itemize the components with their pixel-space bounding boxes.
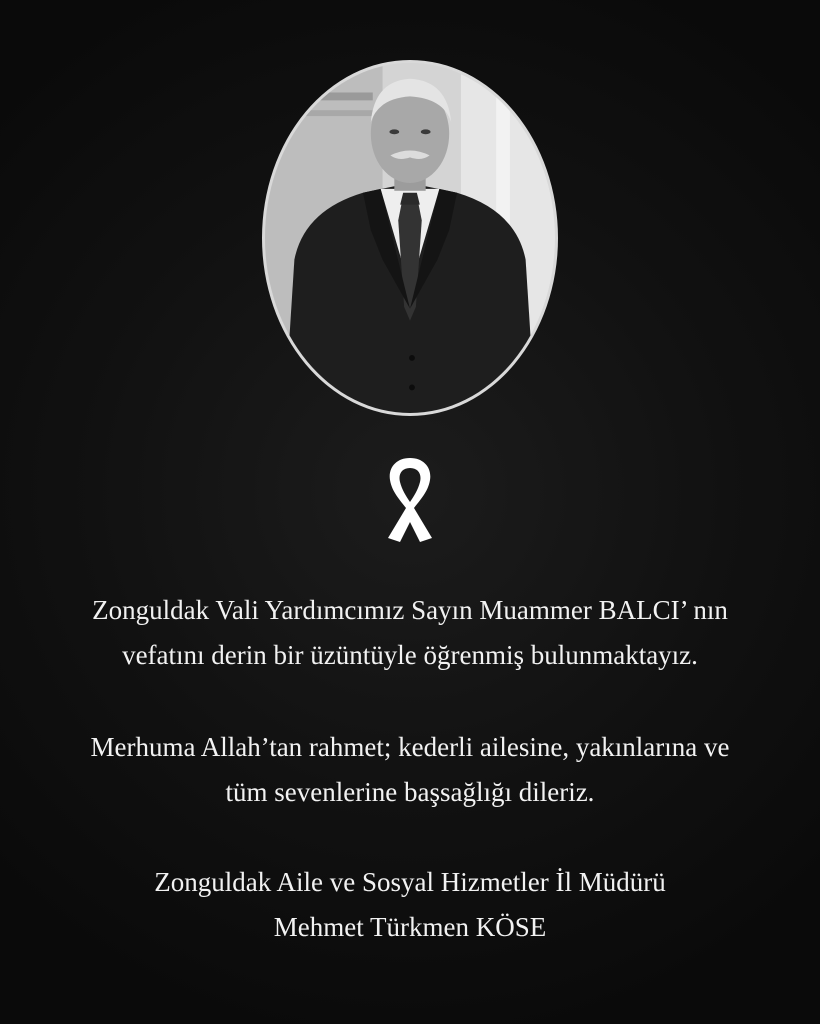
mourning-ribbon-icon (378, 452, 442, 544)
message-line-1: Zonguldak Vali Yardımcımız Sayın Muammer BALCI’ nın (92, 595, 728, 625)
condolence-paragraph-2 (0, 725, 820, 815)
message-line-2: vefatını derin bir üzüntüyle öğrenmiş bulunmaktayız. (122, 640, 698, 670)
signature-title: Zonguldak Aile ve Sosyal Hizmetler İl Müdürü (154, 867, 666, 897)
message-line-3: Merhuma Allah’tan rahmet; kederli ailesine, yakınlarına ve (90, 732, 730, 762)
signature-block (0, 860, 820, 950)
signature-name: Mehmet Türkmen KÖSE (273, 912, 547, 942)
condolence-paragraph-1 (0, 588, 820, 678)
portrait-illustration (265, 63, 555, 413)
message-line-4: tüm sevenlerine başsağlığı dileriz. (225, 777, 595, 807)
portrait-photo (262, 60, 558, 416)
